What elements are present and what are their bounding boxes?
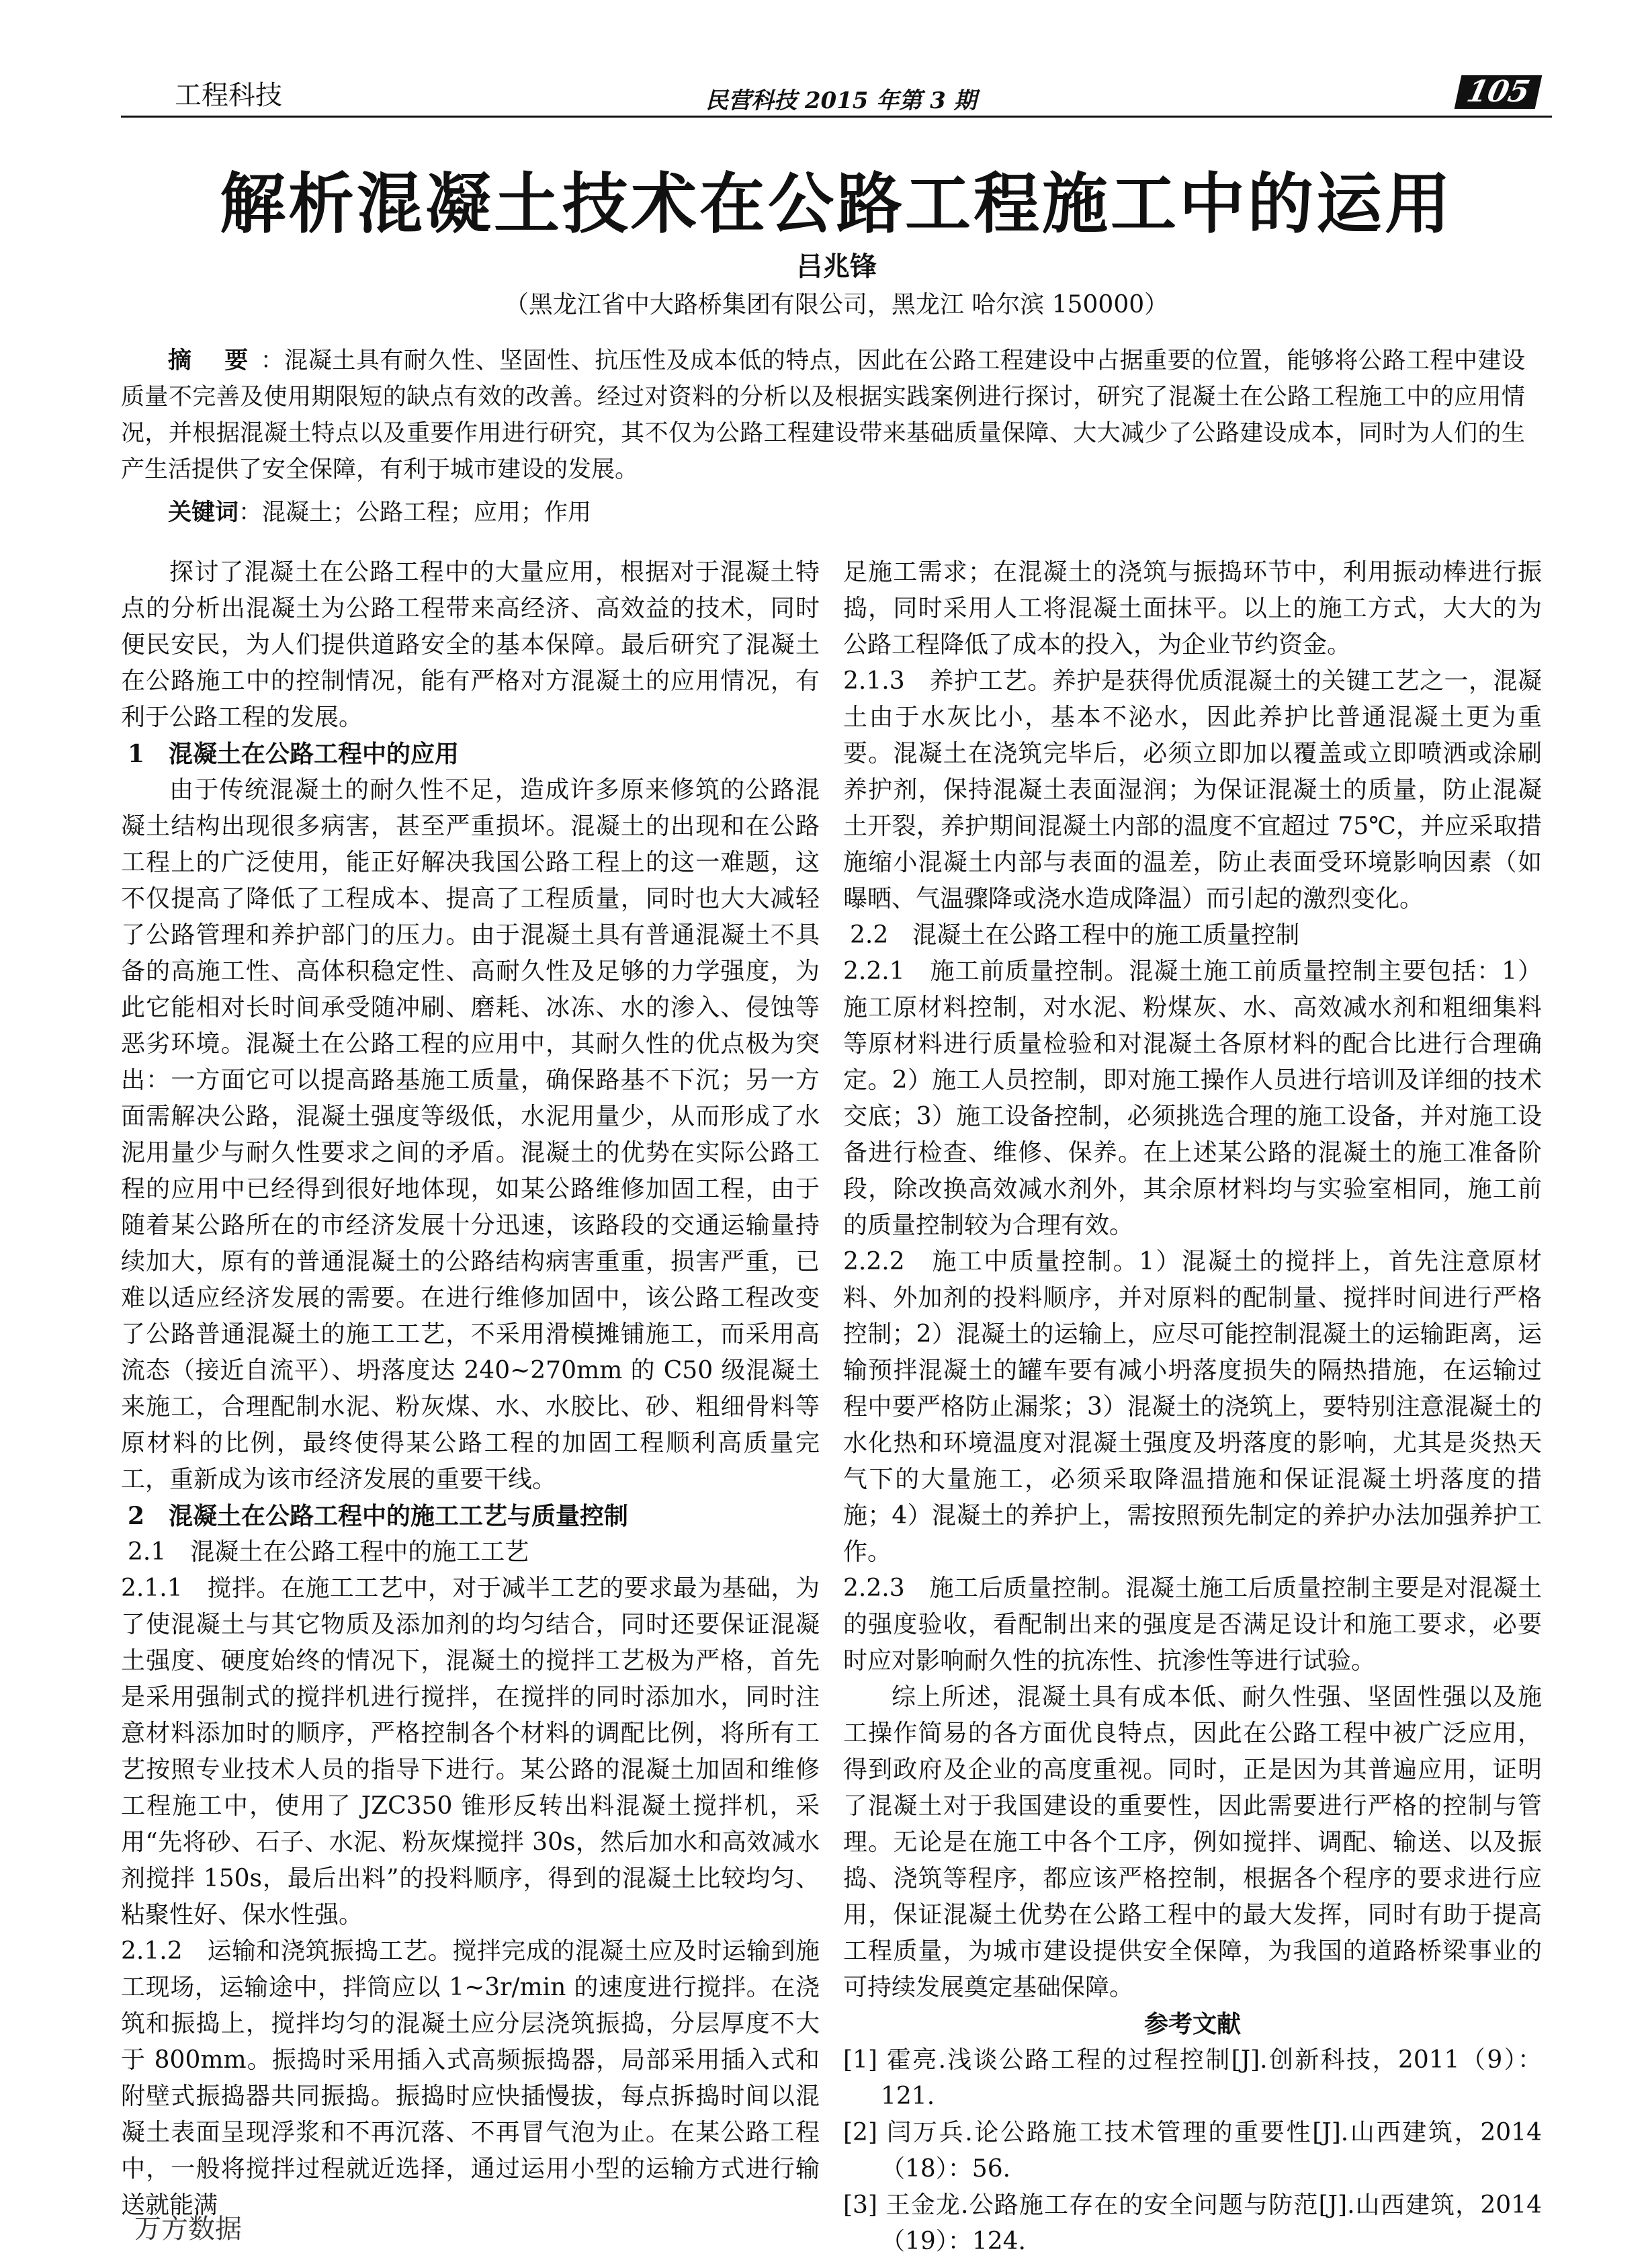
conclusion-paragraph: 综上所述，混凝土具有成本低、耐久性强、坚固性强以及施工操作简易的各方面优良特点，因此在公路工程中被广泛应用，得到政府及企业的高度重视。同时，正是因为其普遍应用，证明了混凝土对于我国建设的重要性，因此需要进行严格的控制与管理。无论是在施工中各个工序，例如搅拌、调配、输送、以及振捣、浇筑等程序，都应该严格控制，根据各个程序的要求进行应用，保证混凝土优势在公路工程中的最大发挥，同时有助于提高工程质量，为城市建设提供安全保障，为我国的道路桥梁事业的可持续发展奠定基础保障。 <box>843 1683 1542 2001</box>
reference-item: [3] 王金龙.公路施工存在的安全问题与防范[J].山西建筑，2014（19）：124. <box>843 2191 1542 2255</box>
author-affiliation: （黑龙江省中大路桥集团有限公司，黑龙江 哈尔滨 150000） <box>504 291 1169 319</box>
references-heading: 参考文献 <box>1143 2010 1241 2038</box>
header-rule <box>121 116 1552 118</box>
journal-issue: 民营科技 2015 年第 3 期 <box>705 87 977 114</box>
section-2-2-3-paragraph: 2.2.3 施工后质量控制。混凝土施工后质量控制主要是对混凝土的强度验收，看配制出来的强度是否满足设计和施工要求，必要时应对影响耐久性的抗冻性、抗渗性等进行试验。 <box>843 1574 1542 1675</box>
article-title: 解析混凝土技术在公路工程施工中的运用 <box>219 165 1453 243</box>
abstract-text: ：混凝土具有耐久性、坚固性、抗压性及成本低的特点，因此在公路工程建设中占据重要的位置，能够将公路工程中建设质量不完善及使用期限短的缺点有效的改善。经过对资料的分析以及根据实践案例进行探讨，研究了混凝土在公路工程施工中的应用情况，并根据混凝土特点以及重要作用进行研究，其不仅为公路工程建设带来基础质量保障、大大减少了公路建设成本，同时为人们的生产生活提供了安全保障，有利于城市建设的发展。 <box>121 347 1525 483</box>
reference-item: [2] 闫万兵.论公路施工技术管理的重要性[J].山西建筑，2014（18）：56. <box>843 2119 1542 2183</box>
section-2-2-heading: 2.2 混凝土在公路工程中的施工质量控制 <box>850 921 1300 949</box>
section-2-1-2-paragraph: 2.1.2 运输和浇筑振捣工艺。搅拌完成的混凝土应及时运输到施工现场，运输途中，拌筒应以 1~3r/min 的速度进行搅拌。在浇筑和振捣上，搅拌均匀的混凝土应分层浇筑振捣，分层厚度不大于 800mm。振捣时采用插入式高频振捣器，局部采用插入式和附壁式振捣器共同振捣。振捣时应快插慢拔，每点拆捣时间以混凝土表面呈现浮浆和不再沉落、不再冒气泡为止。在某公路工程中，一般将搅拌过程就近选择，通过运用小型的运输方式进行输送就能满 <box>121 1937 820 2219</box>
section-1-paragraph: 由于传统混凝土的耐久性不足，造成许多原来修筑的公路混凝土结构出现很多病害，甚至严重损坏。混凝土的出现和在公路工程上的广泛使用，能正好解决我国公路工程上的这一难题，这不仅提高了降低了工程成本、提高了工程质量，同时也大大减轻了公路管理和养护部门的压力。由于混凝土具有普通混凝土不具备的高施工性、高体积稳定性、高耐久性及足够的力学强度，为此它能相对长时间承受随冲刷、磨耗、冰冻、水的渗入、侵蚀等恶劣环境。混凝土在公路工程的应用中，其耐久性的优点极为突出：一方面它可以提高路基施工质量，确保路基不下沉；另一方面需解决公路，混凝土强度等级低，水泥用量少，从而形成了水泥用量少与耐久性要求之间的矛盾。混凝土的优势在实际公路工程的应用中已经得到很好地体现，如某公路维修加固工程，由于随着某公路所在的市经济发展十分迅速，该路段的交通运输量持续加大，原有的普通混凝土的公路结构病害重重，损害严重，已难以适应经济发展的需要。在进行维修加固中，该公路工程改变了公路普通混凝土的施工工艺，不采用滑模摊铺施工，而采用高流态（接近自流平）、坍落度达 240~270mm 的 C50 级混凝土来施工，合理配制水泥、粉灰煤、水、水胶比、砂、粗细骨料等原材料的比例，最终使得某公路工程的加固工程顺利高质量完工，重新成为该市经济发展的重要干线。 <box>121 776 820 1493</box>
intro-paragraph: 探讨了混凝土在公路工程中的大量应用，根据对于混凝土特点的分析出混凝土为公路工程带来高经济、高效益的技术，同时便民安民，为人们提供道路安全的基本保障。最后研究了混凝土在公路施工中的控制情况，能有严格对方混凝土的应用情况，有利于公路工程的发展。 <box>121 558 820 731</box>
author-name: 吕兆锋 <box>796 251 877 282</box>
page-number: 105 <box>1455 75 1543 109</box>
keywords-text: ：混凝土；公路工程；应用；作用 <box>239 499 592 526</box>
keywords-label: 关键词 <box>168 499 239 526</box>
footer-watermark: 万方数据 <box>134 2214 242 2244</box>
continued-paragraph: 足施工需求；在混凝土的浇筑与振捣环节中，利用振动棒进行振捣，同时采用人工将混凝土面抹平。以上的施工方式，大大的为公路工程降低了成本的投入，为企业节约资金。 <box>843 558 1542 659</box>
keywords <box>168 494 1512 528</box>
right-column <box>843 554 1542 2260</box>
abstract-label: 摘 要 <box>168 347 261 374</box>
section-2-1-3-paragraph: 2.1.3 养护工艺。养护是获得优质混凝土的关键工艺之一，混凝土由于水灰比小，基本不泌水，因此养护比普通混凝土更为重要。混凝土在浇筑完毕后，必须立即加以覆盖或立即喷洒或涂刷养护剂，保持混凝土表面湿润；为保证混凝土的质量，防止混凝土开裂，养护期间混凝土内部的温度不宜超过 75℃，并应采取措施缩小混凝土内部与表面的温差，防止表面受环境影响因素（如曝晒、气温骤降或浇水造成降温）而引起的激烈变化。 <box>843 667 1542 913</box>
section-1-heading: 1 混凝土在公路工程中的应用 <box>128 740 460 768</box>
section-2-heading: 2 混凝土在公路工程中的施工工艺与质量控制 <box>128 1502 629 1530</box>
section-2-1-heading: 2.1 混凝土在公路工程中的施工工艺 <box>128 1538 529 1566</box>
page-header <box>121 67 1552 114</box>
left-column <box>121 554 820 2224</box>
section-label: 工程科技 <box>175 80 282 111</box>
reference-item: [1] 霍亮.浅谈公路工程的过程控制[J].创新科技，2011（9）：121. <box>843 2046 1542 2110</box>
section-2-1-1-paragraph: 2.1.1 搅拌。在施工工艺中，对于减半工艺的要求最为基础，为了使混凝土与其它物质及添加剂的均匀结合，同时还要保证混凝土强度、硬度始终的情况下，混凝土的搅拌工艺极为严格，首先是采用强制式的搅拌机进行搅拌，在搅拌的同时添加水，同时注意材料添加时的顺序，严格控制各个材料的调配比例，将所有工艺按照专业技术人员的指导下进行。某公路的混凝土加固和维修工程施工中，使用了 JZC350 锥形反转出料混凝土搅拌机，采用“先将砂、石子、水泥、粉灰煤搅拌 30s，然后加水和高效减水剂搅拌 150s，最后出料”的投料顺序，得到的混凝土比较均匀、粘聚性好、保水性强。 <box>121 1574 820 1929</box>
section-2-2-1-paragraph: 2.2.1 施工前质量控制。混凝土施工前质量控制主要包括：1）施工原材料控制，对水泥、粉煤灰、水、高效减水剂和粗细集料等原材料进行质量检验和对混凝土各原材料的配合比进行合理确定。2）施工人员控制，即对施工操作人员进行培训及详细的技术交底；3）施工设备控制，必须挑选合理的施工设备，并对施工设备进行检查、维修、保养。在上述某公路的混凝土的施工准备阶段，除改换高效减水剂外，其余原材料均与实验室相同，施工前的质量控制较为合理有效。 <box>843 958 1542 1239</box>
abstract <box>121 343 1525 488</box>
section-2-2-2-paragraph: 2.2.2 施工中质量控制。1）混凝土的搅拌上，首先注意原材料、外加剂的投料顺序，并对原料的配制量、搅拌时间进行严格控制；2）混凝土的运输上，应尽可能控制混凝土的运输距离，运输预拌混凝土的罐车要有减小坍落度损失的隔热措施，在运输过程中要严格防止漏浆；3）混凝土的浇筑上，要特别注意混凝土的水化热和环境温度对混凝土强度及坍落度的影响，尤其是炎热天气下的大量施工，必须采取降温措施和保证混凝土坍落度的措施；4）混凝土的养护上，需按照预先制定的养护办法加强养护工作。 <box>843 1248 1542 1566</box>
